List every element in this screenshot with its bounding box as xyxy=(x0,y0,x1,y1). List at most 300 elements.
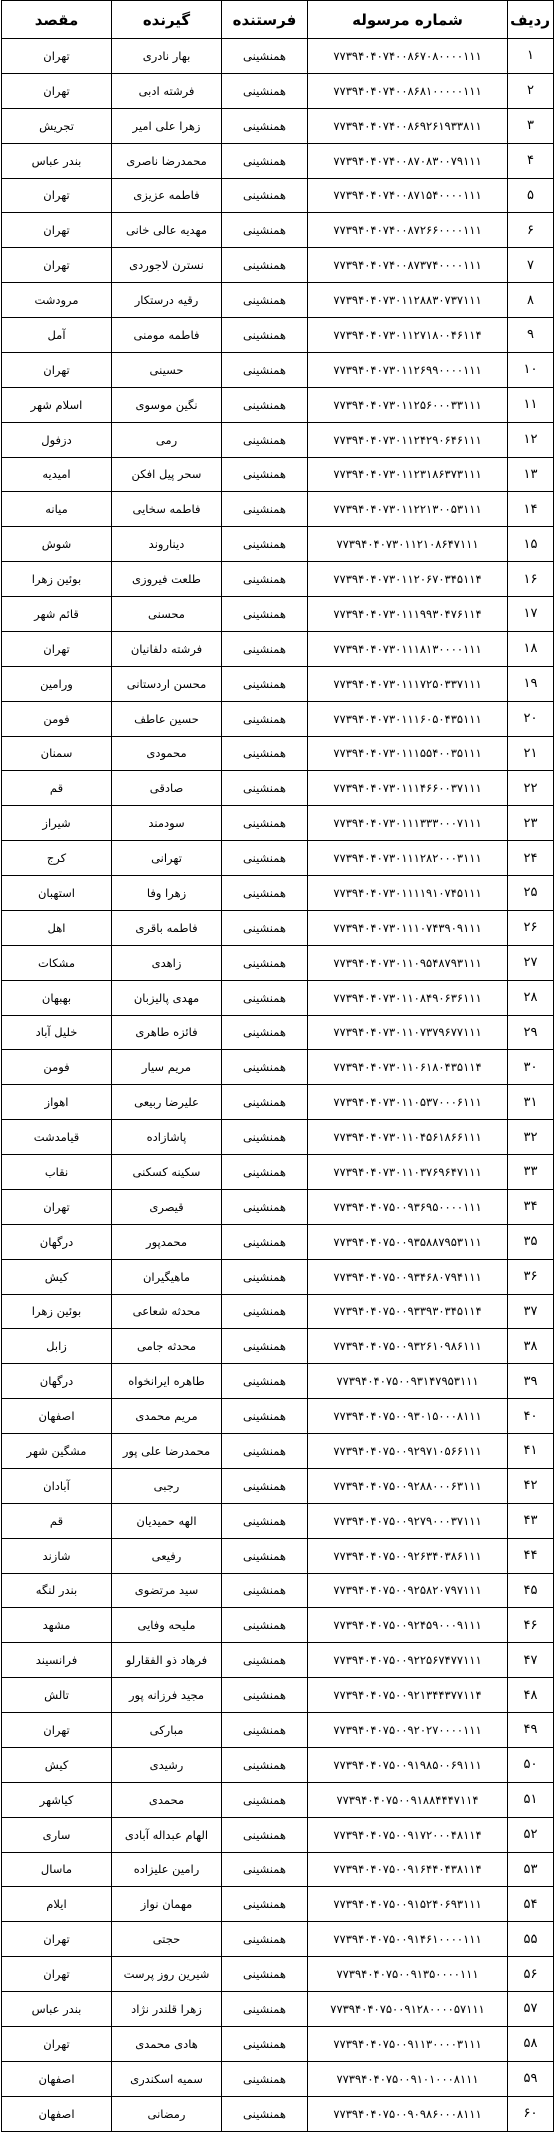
destination-cell: درگهان xyxy=(2,1364,112,1399)
sender-cell: همنشینی xyxy=(222,701,308,736)
tracking-number-cell: ۷۷۳۹۴۰۴۰۷۳۰۱۱۱۱۹۱۰۷۴۵۱۱۱ xyxy=(308,876,508,911)
sender-cell: همنشینی xyxy=(222,1224,308,1259)
tracking-number-cell: ۷۷۳۹۴۰۴۰۷۴۰۰۸۶۷۰۸۰۰۰۰۱۱۱ xyxy=(308,39,508,74)
table-row xyxy=(2,771,554,806)
receiver-cell: رجبی xyxy=(112,1468,222,1503)
sender-cell: همنشینی xyxy=(222,1503,308,1538)
sender-cell: همنشینی xyxy=(222,1434,308,1469)
row-number-cell: ۱۰ xyxy=(508,352,554,387)
destination-cell: اصفهان xyxy=(2,2096,112,2131)
receiver-cell: مجید فرزانه پور xyxy=(112,1678,222,1713)
sender-cell: همنشینی xyxy=(222,980,308,1015)
table-row xyxy=(2,701,554,736)
destination-cell: آمل xyxy=(2,318,112,353)
table-row xyxy=(2,73,554,108)
sender-cell: همنشینی xyxy=(222,1364,308,1399)
row-number-cell: ۲۳ xyxy=(508,806,554,841)
row-number-cell: ۲۲ xyxy=(508,771,554,806)
tracking-number-cell: ۷۷۳۹۴۰۴۰۷۵۰۰۹۱۰۱۰۰۰۸۱۱۱ xyxy=(308,2061,508,2096)
table-row xyxy=(2,1992,554,2027)
destination-cell: مشگین شهر xyxy=(2,1434,112,1469)
tracking-number-cell: ۷۷۳۹۴۰۴۰۷۳۰۱۱۲۴۲۹۰۶۴۶۱۱۱ xyxy=(308,422,508,457)
destination-cell: قیامدشت xyxy=(2,1120,112,1155)
receiver-cell: الهه حمیدیان xyxy=(112,1503,222,1538)
receiver-cell: ماهیگیران xyxy=(112,1259,222,1294)
row-number-cell: ۲۴ xyxy=(508,841,554,876)
table-row xyxy=(2,213,554,248)
sender-cell: همنشینی xyxy=(222,457,308,492)
row-number-cell: ۱۴ xyxy=(508,492,554,527)
tracking-number-cell: ۷۷۳۹۴۰۴۰۷۵۰۰۹۱۹۸۵۰۰۶۹۱۱۱ xyxy=(308,1747,508,1782)
sender-cell: همنشینی xyxy=(222,178,308,213)
header-receiver: گیرنده xyxy=(112,1,222,39)
receiver-cell: فرشته ادبی xyxy=(112,73,222,108)
sender-cell: همنشینی xyxy=(222,1120,308,1155)
row-number-cell: ۸ xyxy=(508,283,554,318)
row-number-cell: ۴ xyxy=(508,143,554,178)
sender-cell: همنشینی xyxy=(222,422,308,457)
tracking-number-cell: ۷۷۳۹۴۰۴۰۷۴۰۰۸۶۹۲۶۱۹۳۳۸۱۱ xyxy=(308,108,508,143)
row-number-cell: ۱۲ xyxy=(508,422,554,457)
sender-cell: همنشینی xyxy=(222,527,308,562)
tracking-number-cell: ۷۷۳۹۴۰۴۰۷۳۰۱۱۱۲۸۲۰۰۰۳۱۱۱ xyxy=(308,841,508,876)
destination-cell: تهران xyxy=(2,39,112,74)
tracking-number-cell: ۷۷۳۹۴۰۴۰۷۵۰۰۹۳۰۱۵۰۰۰۸۱۱۱ xyxy=(308,1399,508,1434)
receiver-cell: زاهدی xyxy=(112,945,222,980)
receiver-cell: دیناروند xyxy=(112,527,222,562)
receiver-cell: محسنی xyxy=(112,597,222,632)
tracking-number-cell: ۷۷۳۹۴۰۴۰۷۳۰۱۱۰۵۳۷۰۰۰۶۱۱۱ xyxy=(308,1085,508,1120)
table-row xyxy=(2,1364,554,1399)
table-row xyxy=(2,631,554,666)
row-number-cell: ۱۷ xyxy=(508,597,554,632)
receiver-cell: مهدیه عالی خانی xyxy=(112,213,222,248)
tracking-number-cell: ۷۷۳۹۴۰۴۰۷۳۰۱۱۱۷۲۵۰۳۳۷۱۱۱ xyxy=(308,666,508,701)
tracking-number-cell: ۷۷۳۹۴۰۴۰۷۵۰۰۹۲۶۳۴۰۳۸۶۱۱۱ xyxy=(308,1538,508,1573)
receiver-cell: حجتی xyxy=(112,1922,222,1957)
destination-cell: استهبان xyxy=(2,876,112,911)
row-number-cell: ۲۵ xyxy=(508,876,554,911)
destination-cell: بندر لنگه xyxy=(2,1573,112,1608)
destination-cell: بوئین زهرا xyxy=(2,1294,112,1329)
sender-cell: همنشینی xyxy=(222,1678,308,1713)
tracking-number-cell: ۷۷۳۹۴۰۴۰۷۵۰۰۹۲۹۷۱۰۵۶۶۱۱۱ xyxy=(308,1434,508,1469)
table-row xyxy=(2,39,554,74)
sender-cell: همنشینی xyxy=(222,2061,308,2096)
receiver-cell: رقیه درستکار xyxy=(112,283,222,318)
table-row xyxy=(2,2061,554,2096)
receiver-cell: صادقی xyxy=(112,771,222,806)
table-row xyxy=(2,1120,554,1155)
destination-cell: کیش xyxy=(2,1747,112,1782)
tracking-number-cell: ۷۷۳۹۴۰۴۰۷۳۰۱۱۰۳۷۶۹۶۴۷۱۱۱ xyxy=(308,1155,508,1190)
tracking-number-cell: ۷۷۳۹۴۰۴۰۷۳۰۱۱۰۶۱۸۰۴۳۵۱۱۴ xyxy=(308,1050,508,1085)
receiver-cell: رفیعی xyxy=(112,1538,222,1573)
tracking-number-cell: ۷۷۳۹۴۰۴۰۷۵۰۰۹۱۲۸۰۰۰۰۵۷۱۱۱ xyxy=(308,1992,508,2027)
table-row xyxy=(2,597,554,632)
row-number-cell: ۴۷ xyxy=(508,1643,554,1678)
tracking-number-cell: ۷۷۳۹۴۰۴۰۷۳۰۱۱۱۳۳۳۰۰۰۷۱۱۱ xyxy=(308,806,508,841)
row-number-cell: ۵۷ xyxy=(508,1992,554,2027)
sender-cell: همنشینی xyxy=(222,876,308,911)
receiver-cell: رامین علیزاده xyxy=(112,1852,222,1887)
tracking-number-cell: ۷۷۳۹۴۰۴۰۷۳۰۱۱۰۴۵۶۱۸۶۶۱۱۱ xyxy=(308,1120,508,1155)
table-row xyxy=(2,1259,554,1294)
destination-cell: کیاشهر xyxy=(2,1782,112,1817)
sender-cell: همنشینی xyxy=(222,1782,308,1817)
receiver-cell: بهار نادری xyxy=(112,39,222,74)
row-number-cell: ۳۷ xyxy=(508,1294,554,1329)
tracking-number-cell: ۷۷۳۹۴۰۴۰۷۴۰۰۸۷۳۷۴۰۰۰۰۱۱۱ xyxy=(308,248,508,283)
row-number-cell: ۳۴ xyxy=(508,1189,554,1224)
destination-cell: فومن xyxy=(2,1050,112,1085)
row-number-cell: ۵۴ xyxy=(508,1887,554,1922)
receiver-cell: فرشته دلفانیان xyxy=(112,631,222,666)
destination-cell: تهران xyxy=(2,73,112,108)
tracking-number-cell: ۷۷۳۹۴۰۴۰۷۵۰۰۹۳۵۸۸۷۹۵۳۱۱۱ xyxy=(308,1224,508,1259)
tracking-number-cell: ۷۷۳۹۴۰۴۰۷۳۰۱۱۱۰۷۴۳۹۰۹۱۱۱ xyxy=(308,910,508,945)
tracking-number-cell: ۷۷۳۹۴۰۴۰۷۵۰۰۹۱۷۲۰۰۰۴۸۱۱۴ xyxy=(308,1817,508,1852)
destination-cell: تهران xyxy=(2,1922,112,1957)
destination-cell: کرج xyxy=(2,841,112,876)
receiver-cell: رمی xyxy=(112,422,222,457)
sender-cell: همنشینی xyxy=(222,1852,308,1887)
table-row xyxy=(2,1643,554,1678)
destination-cell: تهران xyxy=(2,178,112,213)
sender-cell: همنشینی xyxy=(222,283,308,318)
row-number-cell: ۳۱ xyxy=(508,1085,554,1120)
table-row xyxy=(2,1852,554,1887)
tracking-number-cell: ۷۷۳۹۴۰۴۰۷۵۰۰۹۳۱۴۷۹۵۳۱۱۱ xyxy=(308,1364,508,1399)
table-row xyxy=(2,457,554,492)
tracking-number-cell: ۷۷۳۹۴۰۴۰۷۴۰۰۸۷۰۸۳۰۰۷۹۱۱۱ xyxy=(308,143,508,178)
table-row xyxy=(2,1399,554,1434)
sender-cell: همنشینی xyxy=(222,1922,308,1957)
receiver-cell: محمدی xyxy=(112,1782,222,1817)
tracking-number-cell: ۷۷۳۹۴۰۴۰۷۳۰۱۱۱۴۶۶۰۰۳۷۱۱۱ xyxy=(308,771,508,806)
row-number-cell: ۲۹ xyxy=(508,1015,554,1050)
row-number-cell: ۳۳ xyxy=(508,1155,554,1190)
row-number-cell: ۵ xyxy=(508,178,554,213)
sender-cell: همنشینی xyxy=(222,1538,308,1573)
table-row xyxy=(2,1608,554,1643)
destination-cell: تهران xyxy=(2,352,112,387)
row-number-cell: ۴۴ xyxy=(508,1538,554,1573)
table-row xyxy=(2,178,554,213)
receiver-cell: مهمان نواز xyxy=(112,1887,222,1922)
table-row xyxy=(2,1015,554,1050)
tracking-number-cell: ۷۷۳۹۴۰۴۰۷۳۰۱۱۲۸۸۳۰۷۳۷۱۱۱ xyxy=(308,283,508,318)
row-number-cell: ۴۸ xyxy=(508,1678,554,1713)
shipment-table xyxy=(1,0,554,2132)
receiver-cell: حسین عاطف xyxy=(112,701,222,736)
table-row xyxy=(2,1782,554,1817)
table-row xyxy=(2,1503,554,1538)
destination-cell: شوش xyxy=(2,527,112,562)
row-number-cell: ۳۶ xyxy=(508,1259,554,1294)
row-number-cell: ۱۵ xyxy=(508,527,554,562)
row-number-cell: ۵۲ xyxy=(508,1817,554,1852)
destination-cell: زابل xyxy=(2,1329,112,1364)
receiver-cell: قیصری xyxy=(112,1189,222,1224)
tracking-number-cell: ۷۷۳۹۴۰۴۰۷۵۰۰۹۱۸۸۴۴۴۷۱۱۴ xyxy=(308,1782,508,1817)
tracking-number-cell: ۷۷۳۹۴۰۴۰۷۵۰۰۹۳۴۶۸۰۷۹۴۱۱۱ xyxy=(308,1259,508,1294)
receiver-cell: سودمند xyxy=(112,806,222,841)
row-number-cell: ۵۰ xyxy=(508,1747,554,1782)
sender-cell: همنشینی xyxy=(222,1817,308,1852)
tracking-number-cell: ۷۷۳۹۴۰۴۰۷۵۰۰۹۲۲۵۶۷۴۷۷۱۱۱ xyxy=(308,1643,508,1678)
destination-cell: ایلام xyxy=(2,1887,112,1922)
tracking-number-cell: ۷۷۳۹۴۰۴۰۷۳۰۱۱۲۳۱۸۶۳۷۳۱۱۱ xyxy=(308,457,508,492)
destination-cell: بندر عباس xyxy=(2,1992,112,2027)
table-row xyxy=(2,2096,554,2131)
row-number-cell: ۴۶ xyxy=(508,1608,554,1643)
destination-cell: مشهد xyxy=(2,1608,112,1643)
destination-cell: شیراز xyxy=(2,806,112,841)
row-number-cell: ۱۱ xyxy=(508,387,554,422)
tracking-number-cell: ۷۷۳۹۴۰۴۰۷۳۰۱۱۲۶۹۹۰۰۰۰۱۱۱ xyxy=(308,352,508,387)
receiver-cell: محدثه شعاعی xyxy=(112,1294,222,1329)
destination-cell: اصفهان xyxy=(2,2061,112,2096)
row-number-cell: ۱۶ xyxy=(508,562,554,597)
sender-cell: همنشینی xyxy=(222,736,308,771)
tracking-number-cell: ۷۷۳۹۴۰۴۰۷۳۰۱۱۰۷۳۷۹۶۷۷۱۱۱ xyxy=(308,1015,508,1050)
header-row-number: ردیف xyxy=(508,1,554,39)
destination-cell: تهران xyxy=(2,213,112,248)
receiver-cell: سکینه کسکنی xyxy=(112,1155,222,1190)
table-row xyxy=(2,1434,554,1469)
table-row xyxy=(2,352,554,387)
row-number-cell: ۵۳ xyxy=(508,1852,554,1887)
table-row xyxy=(2,422,554,457)
receiver-cell: هادی محمدی xyxy=(112,2026,222,2061)
destination-cell: بندر عباس xyxy=(2,143,112,178)
row-number-cell: ۲۸ xyxy=(508,980,554,1015)
destination-cell: اصفهان xyxy=(2,1399,112,1434)
tracking-number-cell: ۷۷۳۹۴۰۴۰۷۴۰۰۸۷۱۵۴۰۰۰۰۱۱۱ xyxy=(308,178,508,213)
table-row xyxy=(2,1155,554,1190)
destination-cell: درگهان xyxy=(2,1224,112,1259)
tracking-number-cell: ۷۷۳۹۴۰۴۰۷۳۰۱۱۲۱۰۸۶۴۷۱۱۱ xyxy=(308,527,508,562)
sender-cell: همنشینی xyxy=(222,597,308,632)
table-row xyxy=(2,283,554,318)
row-number-cell: ۳ xyxy=(508,108,554,143)
table-body xyxy=(2,39,554,2132)
receiver-cell: علیرضا ربیعی xyxy=(112,1085,222,1120)
table-row xyxy=(2,910,554,945)
receiver-cell: نسترن لاجوردی xyxy=(112,248,222,283)
sender-cell: همنشینی xyxy=(222,39,308,74)
destination-cell: تجریش xyxy=(2,108,112,143)
table-header xyxy=(2,1,554,39)
destination-cell: فومن xyxy=(2,701,112,736)
sender-cell: همنشینی xyxy=(222,666,308,701)
sender-cell: همنشینی xyxy=(222,213,308,248)
destination-cell: تهران xyxy=(2,1713,112,1748)
tracking-number-cell: ۷۷۳۹۴۰۴۰۷۵۰۰۹۲۸۸۰۰۰۶۳۱۱۱ xyxy=(308,1468,508,1503)
tracking-number-cell: ۷۷۳۹۴۰۴۰۷۵۰۰۹۲۰۲۷۰۰۰۰۱۱۱ xyxy=(308,1713,508,1748)
destination-cell: خلیل آباد xyxy=(2,1015,112,1050)
destination-cell: قم xyxy=(2,1503,112,1538)
table-row xyxy=(2,492,554,527)
receiver-cell: تهرانی xyxy=(112,841,222,876)
tracking-number-cell: ۷۷۳۹۴۰۴۰۷۵۰۰۹۲۷۹۰۰۰۳۷۱۱۱ xyxy=(308,1503,508,1538)
receiver-cell: فاطمه باقری xyxy=(112,910,222,945)
receiver-cell: محمدپور xyxy=(112,1224,222,1259)
row-number-cell: ۵۹ xyxy=(508,2061,554,2096)
header-tracking-number: شماره مرسوله xyxy=(308,1,508,39)
table-row xyxy=(2,1189,554,1224)
tracking-number-cell: ۷۷۳۹۴۰۴۰۷۵۰۰۹۲۴۵۹۰۰۰۹۱۱۱ xyxy=(308,1608,508,1643)
receiver-cell: فاطمه سخایی xyxy=(112,492,222,527)
destination-cell: تالش xyxy=(2,1678,112,1713)
destination-cell: سمنان xyxy=(2,736,112,771)
table-row xyxy=(2,1887,554,1922)
table-row xyxy=(2,143,554,178)
sender-cell: همنشینی xyxy=(222,387,308,422)
receiver-cell: رشیدی xyxy=(112,1747,222,1782)
destination-cell: قائم شهر xyxy=(2,597,112,632)
table-row xyxy=(2,1713,554,1748)
table-row xyxy=(2,1085,554,1120)
row-number-cell: ۱۹ xyxy=(508,666,554,701)
table-row xyxy=(2,736,554,771)
row-number-cell: ۴۵ xyxy=(508,1573,554,1608)
receiver-cell: پاشازاده xyxy=(112,1120,222,1155)
destination-cell: اهواز xyxy=(2,1085,112,1120)
destination-cell: نقاب xyxy=(2,1155,112,1190)
table-row xyxy=(2,1747,554,1782)
receiver-cell: فاطمه مومنی xyxy=(112,318,222,353)
sender-cell: همنشینی xyxy=(222,1294,308,1329)
destination-cell: تهران xyxy=(2,1189,112,1224)
receiver-cell: محمدرضا علی پور xyxy=(112,1434,222,1469)
receiver-cell: حسینی xyxy=(112,352,222,387)
destination-cell: تهران xyxy=(2,1957,112,1992)
table-row xyxy=(2,1678,554,1713)
receiver-cell: زهرا علی امیر xyxy=(112,108,222,143)
receiver-cell: طاهره ایرانخواه xyxy=(112,1364,222,1399)
destination-cell: مرودشت xyxy=(2,283,112,318)
row-number-cell: ۳۲ xyxy=(508,1120,554,1155)
table-row xyxy=(2,1573,554,1608)
sender-cell: همنشینی xyxy=(222,1992,308,2027)
sender-cell: همنشینی xyxy=(222,1399,308,1434)
tracking-number-cell: ۷۷۳۹۴۰۴۰۷۵۰۰۹۱۶۴۴۰۴۳۸۱۱۴ xyxy=(308,1852,508,1887)
row-number-cell: ۳۸ xyxy=(508,1329,554,1364)
destination-cell: دزفول xyxy=(2,422,112,457)
receiver-cell: محدثه جامی xyxy=(112,1329,222,1364)
destination-cell: آبادان xyxy=(2,1468,112,1503)
row-number-cell: ۴۰ xyxy=(508,1399,554,1434)
receiver-cell: محمدرضا ناصری xyxy=(112,143,222,178)
receiver-cell: فرهاد ذو الفقارلو xyxy=(112,1643,222,1678)
row-number-cell: ۱۳ xyxy=(508,457,554,492)
table-row xyxy=(2,527,554,562)
tracking-number-cell: ۷۷۳۹۴۰۴۰۷۵۰۰۹۳۶۹۵۰۰۰۰۱۱۱ xyxy=(308,1189,508,1224)
tracking-number-cell: ۷۷۳۹۴۰۴۰۷۳۰۱۱۱۶۰۵۰۴۳۵۱۱۱ xyxy=(308,701,508,736)
destination-cell: بوئین زهرا xyxy=(2,562,112,597)
table-row xyxy=(2,1538,554,1573)
sender-cell: همنشینی xyxy=(222,1747,308,1782)
sender-cell: همنشینی xyxy=(222,248,308,283)
row-number-cell: ۶۰ xyxy=(508,2096,554,2131)
row-number-cell: ۲۰ xyxy=(508,701,554,736)
table-row xyxy=(2,1922,554,1957)
destination-cell: مشکات xyxy=(2,945,112,980)
destination-cell: ورامین xyxy=(2,666,112,701)
tracking-number-cell: ۷۷۳۹۴۰۴۰۷۵۰۰۹۲۱۳۴۴۳۷۷۱۱۴ xyxy=(308,1678,508,1713)
table-row xyxy=(2,1329,554,1364)
tracking-number-cell: ۷۷۳۹۴۰۴۰۷۵۰۰۹۳۲۶۱۰۹۸۶۱۱۱ xyxy=(308,1329,508,1364)
receiver-cell: محسن اردستانی xyxy=(112,666,222,701)
sender-cell: همنشینی xyxy=(222,1573,308,1608)
tracking-number-cell: ۷۷۳۹۴۰۴۰۷۳۰۱۱۱۹۹۳۰۴۷۶۱۱۴ xyxy=(308,597,508,632)
sender-cell: همنشینی xyxy=(222,841,308,876)
table-row xyxy=(2,562,554,597)
sender-cell: همنشینی xyxy=(222,143,308,178)
tracking-number-cell: ۷۷۳۹۴۰۴۰۷۵۰۰۹۱۳۵۰۰۰۰۱۱۱ xyxy=(308,1957,508,1992)
row-number-cell: ۳۰ xyxy=(508,1050,554,1085)
receiver-cell: زهرا وفا xyxy=(112,876,222,911)
header-destination: مقصد xyxy=(2,1,112,39)
sender-cell: همنشینی xyxy=(222,945,308,980)
receiver-cell: مبارکی xyxy=(112,1713,222,1748)
sender-cell: همنشینی xyxy=(222,1189,308,1224)
receiver-cell: رمضانی xyxy=(112,2096,222,2131)
row-number-cell: ۴۹ xyxy=(508,1713,554,1748)
sender-cell: همنشینی xyxy=(222,1085,308,1120)
sender-cell: همنشینی xyxy=(222,771,308,806)
receiver-cell: مهدی پالیزبان xyxy=(112,980,222,1015)
table-row xyxy=(2,980,554,1015)
sender-cell: همنشینی xyxy=(222,910,308,945)
receiver-cell: فاطمه عزیزی xyxy=(112,178,222,213)
receiver-cell: فائزه طاهری xyxy=(112,1015,222,1050)
row-number-cell: ۵۸ xyxy=(508,2026,554,2061)
tracking-number-cell: ۷۷۳۹۴۰۴۰۷۵۰۰۹۳۳۹۳۰۳۴۵۱۱۴ xyxy=(308,1294,508,1329)
destination-cell: ماسال xyxy=(2,1852,112,1887)
sender-cell: همنشینی xyxy=(222,352,308,387)
row-number-cell: ۵۵ xyxy=(508,1922,554,1957)
destination-cell: فرانسیند xyxy=(2,1643,112,1678)
row-number-cell: ۲۱ xyxy=(508,736,554,771)
destination-cell: بهبهان xyxy=(2,980,112,1015)
table-row xyxy=(2,1957,554,1992)
sender-cell: همنشینی xyxy=(222,1329,308,1364)
receiver-cell: سحر پیل افکن xyxy=(112,457,222,492)
table-row xyxy=(2,841,554,876)
sender-cell: همنشینی xyxy=(222,1608,308,1643)
tracking-number-cell: ۷۷۳۹۴۰۴۰۷۳۰۱۱۲۰۶۷۰۳۴۵۱۱۴ xyxy=(308,562,508,597)
table-row xyxy=(2,1224,554,1259)
sender-cell: همنشینی xyxy=(222,1050,308,1085)
receiver-cell: ملیحه وفایی xyxy=(112,1608,222,1643)
sender-cell: همنشینی xyxy=(222,492,308,527)
sender-cell: همنشینی xyxy=(222,73,308,108)
receiver-cell: مریم سیار xyxy=(112,1050,222,1085)
row-number-cell: ۴۲ xyxy=(508,1468,554,1503)
sender-cell: همنشینی xyxy=(222,1643,308,1678)
sender-cell: همنشینی xyxy=(222,2026,308,2061)
sender-cell: همنشینی xyxy=(222,1015,308,1050)
row-number-cell: ۴۳ xyxy=(508,1503,554,1538)
tracking-number-cell: ۷۷۳۹۴۰۴۰۷۳۰۱۱۲۵۶۰۰۰۳۳۱۱۱ xyxy=(308,387,508,422)
receiver-cell: طلعت فیروزی xyxy=(112,562,222,597)
header-row xyxy=(2,1,554,39)
table-row xyxy=(2,1817,554,1852)
destination-cell: اسلام شهر xyxy=(2,387,112,422)
